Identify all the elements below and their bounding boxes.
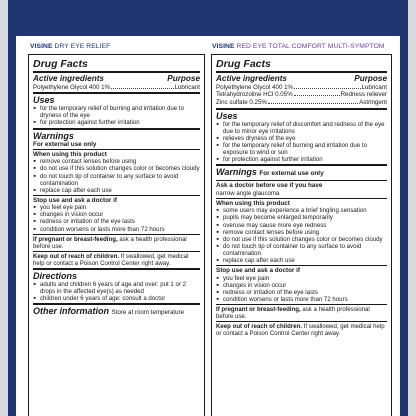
leader-dots: [294, 88, 360, 89]
list-item: ■ overuse may cause more eye redness: [216, 222, 387, 229]
list-item: ■ relieves dryness of the eye: [216, 135, 387, 142]
left-directions-list: [33, 281, 200, 302]
left-drug-facts-panel: [28, 54, 205, 416]
pregnant-bold: If pregnant or breast-feeding,: [216, 305, 301, 313]
right-stop-use-list: [216, 275, 387, 303]
ingredient-row: [216, 91, 387, 99]
right-uses-title: Uses: [216, 110, 238, 121]
list-item: ■ adults and children 6 years of age and over: put 1 or 2 drops in the affected eye(s) as needed: [33, 281, 200, 295]
divider: [33, 92, 200, 94]
keep-out-bold: Keep out of reach of children.: [33, 252, 119, 260]
list-item: ■ changes in vision occur: [216, 282, 387, 289]
leader-dots: [268, 103, 358, 104]
left-uses-title: Uses: [33, 95, 55, 106]
divider: [216, 180, 387, 181]
list-item: ■ for the temporary relief of burning and irritation due to dryness of the eye: [33, 105, 200, 119]
divider: [33, 149, 200, 150]
ingredient-row: [33, 84, 200, 92]
list-item: ■ for protection against further irritation: [33, 119, 200, 126]
divider: [216, 321, 387, 322]
ingredient-row: [216, 99, 387, 107]
divider: [33, 128, 200, 130]
ingredient-purpose: Astringent: [359, 99, 387, 107]
divider: [216, 164, 387, 166]
active-ingredients-label: Active ingredients: [33, 74, 104, 83]
list-item: ■ replace cap after each use: [216, 257, 387, 264]
list-item: ■ children under 6 years of age: consult a doctor: [33, 295, 200, 302]
left-directions-title: Directions: [33, 271, 78, 282]
list-item: ■ changes in vision occur: [33, 211, 200, 218]
list-item: ■ do not use if this solution changes color or becomes cloudy: [216, 236, 387, 243]
right-pregnant-warning: [216, 306, 387, 320]
left-drug-facts-title: Drug Facts: [33, 58, 88, 70]
left-stop-use-title: Stop use and ask a doctor if: [33, 196, 117, 204]
left-uses-list: [33, 105, 200, 126]
right-edge-shadow: [408, 0, 416, 416]
right-uses-list: [216, 121, 387, 164]
list-item: ■ for the temporary relief of burning and irritation due to exposure to wind or sun: [216, 142, 387, 156]
left-product-name: DRY EYE RELIEF: [54, 43, 111, 50]
pregnant-text: ask a health professional before use.: [33, 235, 187, 250]
right-product-name: RED EYE TOTAL COMFORT MULTI-SYMPTOM: [236, 43, 385, 50]
purpose-label: Purpose: [167, 74, 200, 83]
list-item: ■ do not use if this solution changes color or becomes cloudy: [33, 165, 200, 172]
pregnant-text: ask a health professional before use.: [216, 305, 370, 320]
list-item: ■ for protection against further irritation: [216, 156, 387, 163]
left-other-information: [33, 306, 200, 318]
list-item: ■ redness or irritation of the eye lasts: [216, 289, 387, 296]
list-item: ■ replace cap after each use: [33, 187, 200, 194]
ingredient-name: Zinc sulfate 0.25%: [216, 99, 267, 107]
list-item: ■ do not touch tip of container to any surface to avoid contamination: [33, 173, 200, 187]
ingredient-name: Tetrahydrozoline HCl 0.05%: [216, 91, 293, 99]
right-drug-facts-panel: [211, 54, 392, 416]
warnings-label: Warnings: [216, 167, 257, 178]
left-keep-out-warning: [33, 253, 200, 267]
leader-dots: [294, 95, 340, 96]
right-brand: VISINE: [212, 43, 235, 50]
ingredient-row: [216, 84, 387, 92]
divider: [216, 71, 387, 73]
list-item: ■ condition worsens or lasts more than 72 hours: [216, 296, 387, 303]
left-brand: VISINE: [30, 43, 53, 50]
divider: [216, 265, 387, 266]
other-info-title: Other information: [33, 306, 109, 317]
purpose-label: Purpose: [354, 74, 387, 83]
divider: [33, 234, 200, 235]
list-item: ■ pupils may become enlarged temporarily: [216, 214, 387, 221]
right-external-use: For external use only: [259, 170, 324, 178]
divider: [33, 303, 200, 305]
right-when-using-list: [216, 207, 387, 264]
left-external-use: For external use only: [33, 140, 97, 148]
keep-out-text: If swallowed, get medical help or contact a Poison Control Center right away.: [216, 323, 385, 338]
right-product-header: [212, 40, 385, 54]
right-ask-doctor-text: narrow angle glaucoma: [216, 189, 280, 197]
active-ingredients-label: Active ingredients: [216, 74, 287, 83]
list-item: ■ some users may experience a brief tingling sensation: [216, 207, 387, 214]
ingredient-purpose: Lubricant: [174, 83, 200, 91]
pregnant-bold: If pregnant or breast-feeding,: [33, 235, 118, 243]
left-edge-shadow: [0, 0, 8, 416]
leader-dots: [111, 88, 173, 89]
top-banner: [0, 0, 416, 36]
right-when-using-title: When using this product: [216, 199, 290, 207]
list-item: ■ condition worsens or lasts more than 72 hours: [33, 226, 200, 233]
right-drug-facts-title: Drug Facts: [216, 58, 271, 70]
left-warnings-title: Warnings: [33, 130, 74, 141]
ingredient-name: Polyethylene Glycol 400 1%: [216, 83, 294, 91]
keep-out-bold: Keep out of reach of children.: [216, 323, 302, 331]
divider: [216, 198, 387, 199]
list-item: ■ redness or irritation of the eye lasts: [33, 218, 200, 225]
other-info-text: Store at room temperature: [111, 309, 185, 317]
right-keep-out-warning: [216, 323, 387, 337]
list-item: ■ you feel eye pain: [216, 275, 387, 282]
ingredient-name: Polyethylene Glycol 400 1%: [33, 83, 111, 91]
left-stop-use-list: [33, 204, 200, 232]
divider: [216, 304, 387, 305]
left-product-header: [30, 40, 110, 54]
label-sheet: [20, 36, 396, 416]
keep-out-text: If swallowed, get medical help or contact a Poison Control Center right away.: [33, 252, 189, 267]
right-stop-use-title: Stop use and ask a doctor if: [216, 267, 300, 275]
right-warnings-title: [216, 167, 387, 179]
left-pregnant-warning: [33, 236, 200, 250]
list-item: ■ remove contact lenses before using: [216, 229, 387, 236]
right-ask-doctor-title: Ask a doctor before use if you have: [216, 182, 323, 190]
list-item: ■ for the temporary relief of discomfort and redness of the eye due to minor eye irritations: [216, 121, 387, 135]
list-item: ■ do not touch tip of container to any surface to avoid contamination: [216, 243, 387, 257]
ingredient-purpose: Lubricant: [361, 83, 387, 91]
divider: [33, 251, 200, 252]
divider: [33, 71, 200, 73]
divider: [216, 108, 387, 110]
list-item: ■ you feel eye pain: [33, 204, 200, 211]
left-when-using-list: [33, 158, 200, 193]
right-active-ingredients-header: [216, 74, 387, 84]
list-item: ■ remove contact lenses before using: [33, 158, 200, 165]
divider: [33, 268, 200, 270]
left-when-using-title: When using this product: [33, 150, 107, 158]
ingredient-purpose: Redness reliever: [340, 91, 387, 99]
left-active-ingredients-header: [33, 74, 200, 84]
divider: [33, 195, 200, 196]
